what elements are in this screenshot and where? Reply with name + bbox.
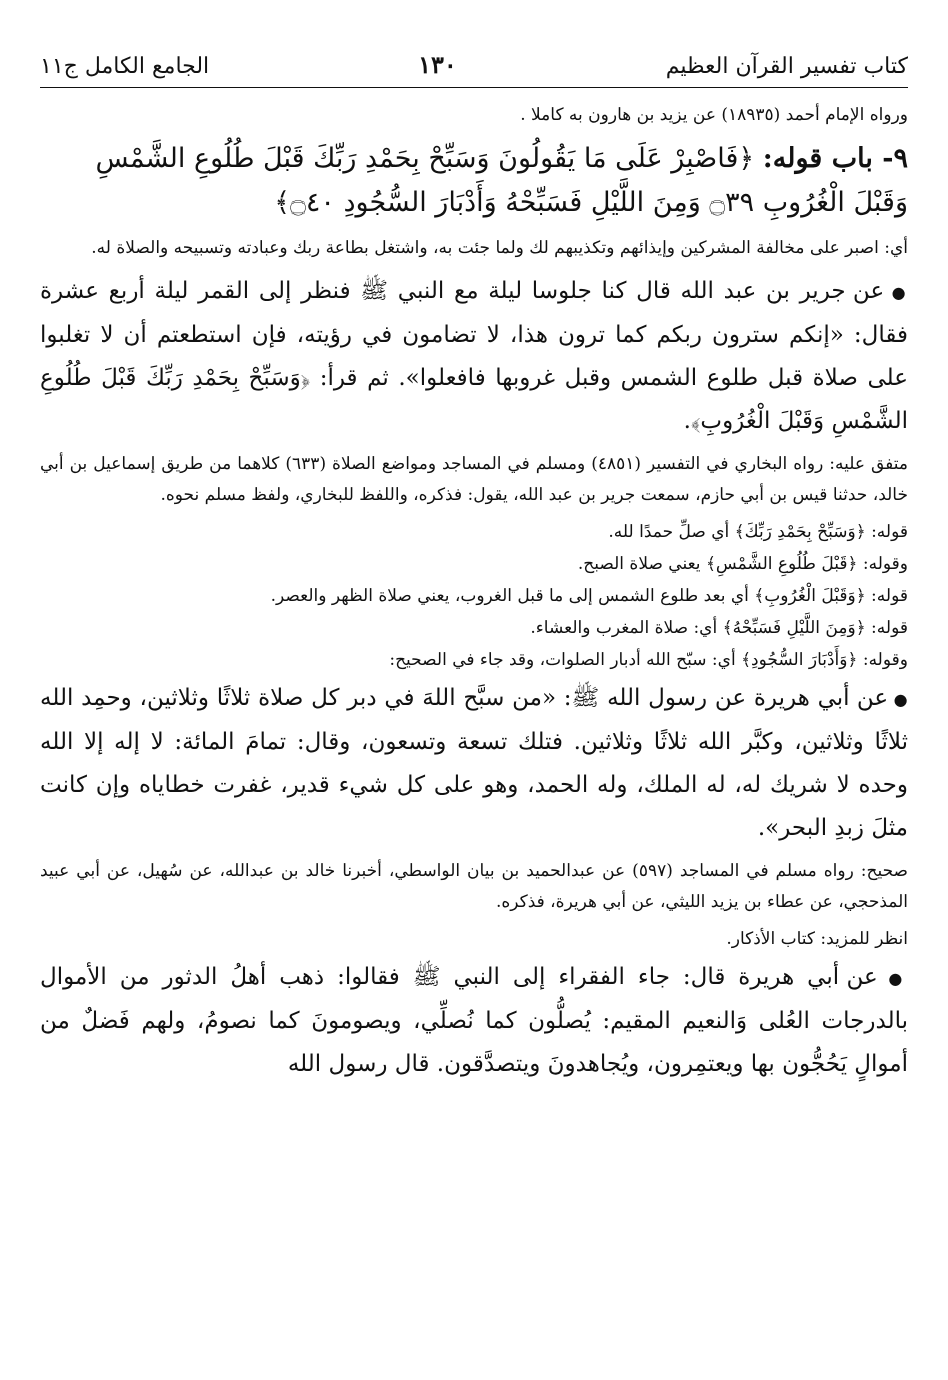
hadith-jarir: ● عن جرير بن عبد الله قال كنا جلوسا ليلة مع النبي ﷺ فنظر إلى القمر ليلة أربع عشرة فقال: «إنكم سترون ربكم كما ترون هذا، لا تضامون في رؤيته، فإن استطعتم أن لا تغلبوا على صلاة قبل طلوع الشمس وقبل غروبها فافعلوا». ثم قرأ: ﴿وَسَبِّحْ بِحَمْدِ رَبِّكَ قَبْلَ طُلُوعِ الشَّمْسِ وَقَبْلَ الْغُرُوبِ﴾. — [40, 270, 908, 443]
book-title: كتاب تفسير القرآن العظيم — [665, 54, 908, 79]
explanation-line: وقوله: ﴿وَأَدْبَارَ السُّجُودِ﴾ أي: سبّح الله أدبار الصلوات، وقد جاء في الصحيح: — [389, 650, 908, 670]
page — [40, 50, 908, 1092]
see-more-note: انظر للمزيد: كتاب الأذكار. — [726, 929, 908, 949]
tafsir-paragraph: أي: اصبر على مخالفة المشركين وإيذائهم وتكذيبهم لك ولما جئت به، واشتغل بطاعة ربك وعبادته وتسبيحه والصلاة له. — [91, 238, 908, 258]
chapter-heading — [40, 137, 908, 225]
explanation-line: قوله: ﴿وَسَبِّحْ بِحَمْدِ رَبِّكَ﴾ أي صلِّ حمدًا لله. — [608, 522, 908, 542]
takhrij-jarir: متفق عليه: رواه البخاري في التفسير (٤٨٥١) ومسلم في المساجد ومواضع الصلاة (٦٣٣) كلاهما من طريق إسماعيل بن أبي خالد، حدثنا قيس بن أبي حازم، سمعت جرير بن عبد الله، يقول: فذكره، واللفظ للبخاري، ولفظ مسلم نحوه. — [40, 454, 908, 505]
chapter-label: ٩- باب قوله: — [762, 143, 908, 174]
page-number: ١٣٠ — [418, 50, 457, 79]
explanation-line: قوله: ﴿وَمِنَ اللَّيْلِ فَسَبِّحْهُ﴾ أي: صلاة المغرب والعشاء. — [530, 618, 908, 638]
explanation-line: وقوله: ﴿قَبْلَ طُلُوعِ الشَّمْسِ﴾ يعني صلاة الصبح. — [577, 554, 908, 574]
takhrij-abu-hurayra: صحيح: رواه مسلم في المساجد (٥٩٧) عن عبدالحميد بن بيان الواسطي، أخبرنا خالد بن عبدالله، عن سُهيل، عن أبي عبيد المذحجي، عن عطاء بن يزيد الليثي، عن أبي هريرة، فذكره. — [40, 861, 908, 912]
page-header — [40, 50, 908, 88]
volume-title: الجامع الكامل ج١١ — [40, 54, 210, 79]
explanation-line: قوله: ﴿وَقَبْلَ الْغُرُوبِ﴾ أي بعد طلوع الشمس إلى ما قبل الغروب، يعني صلاة الظهر والعصر. — [270, 586, 908, 606]
narration-note: ورواه الإمام أحمد (١٨٩٣٥) عن يزيد بن هارون به كاملا . — [520, 105, 908, 125]
hadith-abu-hurayra-tasbih: ● عن أبي هريرة عن رسول الله ﷺ: «من سبَّح اللهَ في دبر كل صلاة ثلاثًا وثلاثين، وحمِد الله ثلاثًا وثلاثين، وكبَّر الله ثلاثًا وثلاثين. فتلك تسعة وتسعون، وقال: تمامَ المائة: لا إله إلا الله وحده لا شريك له، له الملك، وله الحمد، وهو على كل شيء قدير، غفرت خطاياه وإن كانت مثلَ زبدِ البحر». — [40, 677, 908, 850]
hadith-fuqara: ● عن أبي هريرة قال: جاء الفقراء إلى النبي ﷺ فقالوا: ذهب أهلُ الدثور من الأموال بالدرجات العُلى وَالنعيم المقيم: يُصلُّون كما نُصلِّي، ويصومونَ كما نصومُ، ولهم فَضلٌ من أموالٍ يَحُجُّون بها ويعتمِرون، ويُجاهدونَ ويتصدَّقون. قال رسول الله — [40, 956, 908, 1086]
chapter-verse: ﴿فَاصْبِرْ عَلَى مَا يَقُولُونَ وَسَبِّحْ بِحَمْدِ رَبِّكَ قَبْلَ طُلُوعِ الشَّمْسِ وَقَبْلَ الْغُرُوبِ ۝٣٩ وَمِنَ اللَّيْلِ فَسَبِّحْهُ وَأَدْبَارَ السُّجُودِ ۝٤٠﴾ — [95, 143, 908, 218]
